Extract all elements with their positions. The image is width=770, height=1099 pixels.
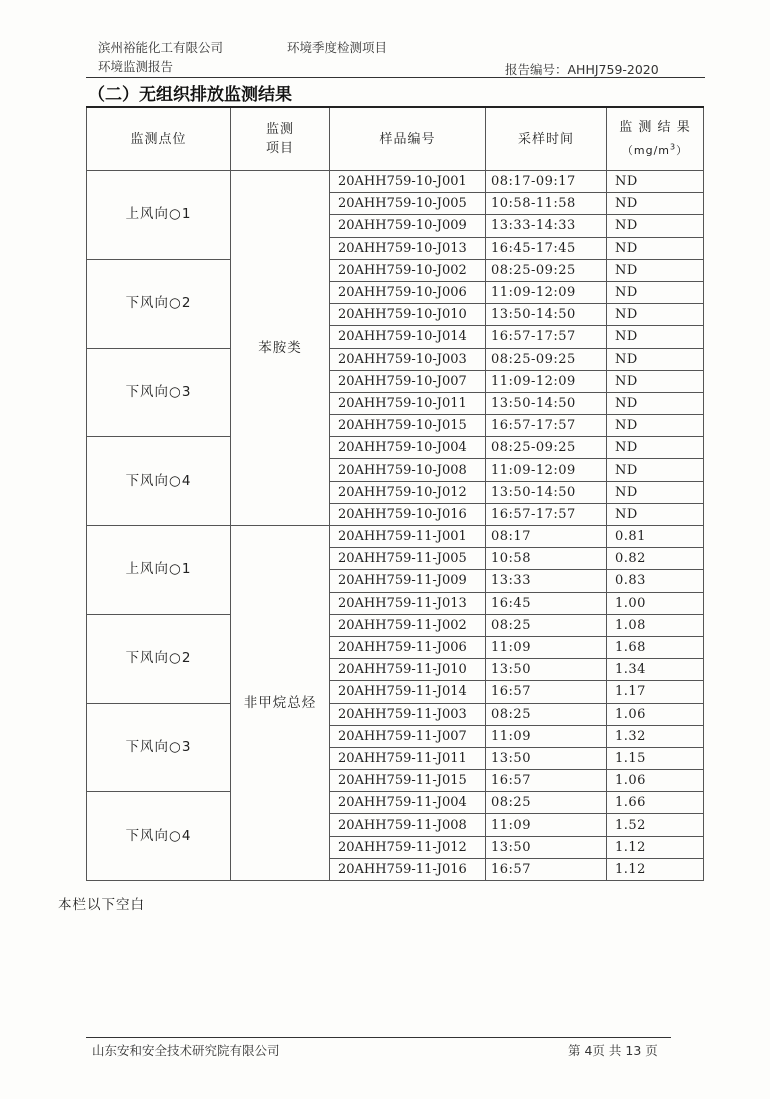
table-row [87, 437, 704, 459]
monitoring-item-cell: 非甲烷总烃 [231, 526, 330, 881]
footer-rule [86, 1037, 671, 1038]
monitoring-point-cell: 下风向○2 [87, 259, 231, 348]
sampling-time-cell: 13:50 [486, 747, 607, 769]
monitoring-point-cell: 下风向○2 [87, 614, 231, 703]
sample-code-cell: 20AHH759-11-J002 [330, 614, 486, 636]
report-type: 环境监测报告 [98, 59, 174, 74]
monitoring-item-cell: 苯胺类 [231, 171, 330, 526]
sampling-time-cell: 08:17-09:17 [486, 171, 607, 193]
company-name: 滨州裕能化工有限公司 [98, 40, 224, 55]
result-cell: ND [607, 281, 704, 303]
result-cell: ND [607, 370, 704, 392]
col-header-time: 采样时间 [486, 107, 607, 171]
sampling-time-cell: 16:45-17:45 [486, 237, 607, 259]
sample-code-cell: 20AHH759-10-J001 [330, 171, 486, 193]
sample-code-cell: 20AHH759-11-J009 [330, 570, 486, 592]
sampling-time-cell: 13:50 [486, 659, 607, 681]
table-row [87, 614, 704, 636]
sample-code-cell: 20AHH759-10-J016 [330, 503, 486, 525]
sampling-time-cell: 08:25-09:25 [486, 348, 607, 370]
footer-page-number: 第 4页 共 13 页 [568, 1043, 658, 1058]
monitoring-results-table [86, 106, 704, 881]
sampling-time-cell: 16:45 [486, 592, 607, 614]
monitoring-point-cell: 下风向○4 [87, 792, 231, 881]
result-cell: 0.81 [607, 526, 704, 548]
result-cell: 1.12 [607, 836, 704, 858]
col-header-result: 监 测 结 果 $(mg/m^3)$ [607, 107, 704, 171]
project-name: 环境季度检测项目 [287, 40, 388, 55]
result-cell: ND [607, 237, 704, 259]
sampling-time-cell: 16:57-17:57 [486, 326, 607, 348]
table-row [87, 703, 704, 725]
sample-code-cell: 20AHH759-11-J003 [330, 703, 486, 725]
result-cell: ND [607, 348, 704, 370]
sample-code-cell: 20AHH759-10-J003 [330, 348, 486, 370]
sampling-time-cell: 08:25-09:25 [486, 259, 607, 281]
result-cell: ND [607, 459, 704, 481]
sample-code-cell: 20AHH759-10-J010 [330, 304, 486, 326]
sample-code-cell: 20AHH759-10-J013 [330, 237, 486, 259]
result-cell: 1.00 [607, 592, 704, 614]
sample-code-cell: 20AHH759-10-J004 [330, 437, 486, 459]
table-row [87, 526, 704, 548]
sampling-time-cell: 11:09-12:09 [486, 459, 607, 481]
sample-code-cell: 20AHH759-10-J007 [330, 370, 486, 392]
monitoring-point-cell: 下风向○4 [87, 437, 231, 526]
sampling-time-cell: 08:17 [486, 526, 607, 548]
sample-code-cell: 20AHH759-11-J007 [330, 725, 486, 747]
result-cell: ND [607, 326, 704, 348]
sampling-time-cell: 11:09 [486, 814, 607, 836]
sampling-time-cell: 08:25 [486, 792, 607, 814]
sampling-time-cell: 08:25 [486, 703, 607, 725]
result-cell: 1.06 [607, 703, 704, 725]
report-number: 报告编号：AHHJ759-2020 [505, 62, 659, 77]
result-cell: 1.12 [607, 858, 704, 880]
sample-code-cell: 20AHH759-11-J011 [330, 747, 486, 769]
sample-code-cell: 20AHH759-11-J013 [330, 592, 486, 614]
header-rule [86, 77, 705, 78]
sampling-time-cell: 13:50-14:50 [486, 392, 607, 414]
sample-code-cell: 20AHH759-10-J014 [330, 326, 486, 348]
result-cell: ND [607, 259, 704, 281]
result-cell: ND [607, 392, 704, 414]
monitoring-point-cell: 上风向○1 [87, 171, 231, 260]
sample-code-cell: 20AHH759-10-J002 [330, 259, 486, 281]
sample-code-cell: 20AHH759-11-J005 [330, 548, 486, 570]
result-cell: 1.34 [607, 659, 704, 681]
sampling-time-cell: 11:09 [486, 636, 607, 658]
section-title: （二）无组织排放监测结果 [88, 85, 292, 105]
result-cell: ND [607, 481, 704, 503]
table-row [87, 171, 704, 193]
sampling-time-cell: 13:50-14:50 [486, 304, 607, 326]
sample-code-cell: 20AHH759-10-J005 [330, 193, 486, 215]
sampling-time-cell: 13:50-14:50 [486, 481, 607, 503]
sample-code-cell: 20AHH759-10-J012 [330, 481, 486, 503]
sample-code-cell: 20AHH759-11-J014 [330, 681, 486, 703]
sample-code-cell: 20AHH759-11-J008 [330, 814, 486, 836]
col-header-point: 监测点位 [87, 107, 231, 171]
result-cell: 1.66 [607, 792, 704, 814]
table-row [87, 792, 704, 814]
sample-code-cell: 20AHH759-10-J015 [330, 415, 486, 437]
sample-code-cell: 20AHH759-11-J001 [330, 526, 486, 548]
sample-code-cell: 20AHH759-10-J009 [330, 215, 486, 237]
sampling-time-cell: 11:09 [486, 725, 607, 747]
col-header-code: 样品编号 [330, 107, 486, 171]
result-cell: ND [607, 437, 704, 459]
table-row [87, 348, 704, 370]
sample-code-cell: 20AHH759-11-J012 [330, 836, 486, 858]
monitoring-point-cell: 下风向○3 [87, 703, 231, 792]
sample-code-cell: 20AHH759-10-J011 [330, 392, 486, 414]
col-header-item: 监测 项目 [231, 107, 330, 171]
sampling-time-cell: 16:57-17:57 [486, 503, 607, 525]
footer-institute: 山东安和安全技术研究院有限公司 [92, 1043, 280, 1058]
sample-code-cell: 20AHH759-10-J006 [330, 281, 486, 303]
sample-code-cell: 20AHH759-10-J008 [330, 459, 486, 481]
monitoring-point-cell: 上风向○1 [87, 526, 231, 615]
sampling-time-cell: 16:57-17:57 [486, 415, 607, 437]
blank-note: 本栏以下空白 [58, 897, 145, 913]
result-cell: ND [607, 415, 704, 437]
sampling-time-cell: 16:57 [486, 681, 607, 703]
result-cell: ND [607, 215, 704, 237]
result-cell: 1.08 [607, 614, 704, 636]
result-cell: ND [607, 503, 704, 525]
sampling-time-cell: 08:25-09:25 [486, 437, 607, 459]
table-header-row [87, 107, 704, 171]
sampling-time-cell: 13:33 [486, 570, 607, 592]
sampling-time-cell: 16:57 [486, 770, 607, 792]
result-cell: 1.15 [607, 747, 704, 769]
sample-code-cell: 20AHH759-11-J006 [330, 636, 486, 658]
result-cell: 1.68 [607, 636, 704, 658]
result-cell: 1.32 [607, 725, 704, 747]
result-cell: ND [607, 171, 704, 193]
sampling-time-cell: 13:50 [486, 836, 607, 858]
result-cell: 0.83 [607, 570, 704, 592]
table-body [87, 171, 704, 881]
sample-code-cell: 20AHH759-11-J015 [330, 770, 486, 792]
sampling-time-cell: 08:25 [486, 614, 607, 636]
table-row [87, 259, 704, 281]
sample-code-cell: 20AHH759-11-J016 [330, 858, 486, 880]
sampling-time-cell: 13:33-14:33 [486, 215, 607, 237]
sampling-time-cell: 11:09-12:09 [486, 281, 607, 303]
monitoring-point-cell: 下风向○3 [87, 348, 231, 437]
sample-code-cell: 20AHH759-11-J010 [330, 659, 486, 681]
sampling-time-cell: 10:58 [486, 548, 607, 570]
result-cell: 1.52 [607, 814, 704, 836]
sampling-time-cell: 11:09-12:09 [486, 370, 607, 392]
result-cell: 1.17 [607, 681, 704, 703]
sampling-time-cell: 10:58-11:58 [486, 193, 607, 215]
result-cell: ND [607, 304, 704, 326]
result-cell: 0.82 [607, 548, 704, 570]
result-cell: 1.06 [607, 770, 704, 792]
sample-code-cell: 20AHH759-11-J004 [330, 792, 486, 814]
result-cell: ND [607, 193, 704, 215]
sampling-time-cell: 16:57 [486, 858, 607, 880]
